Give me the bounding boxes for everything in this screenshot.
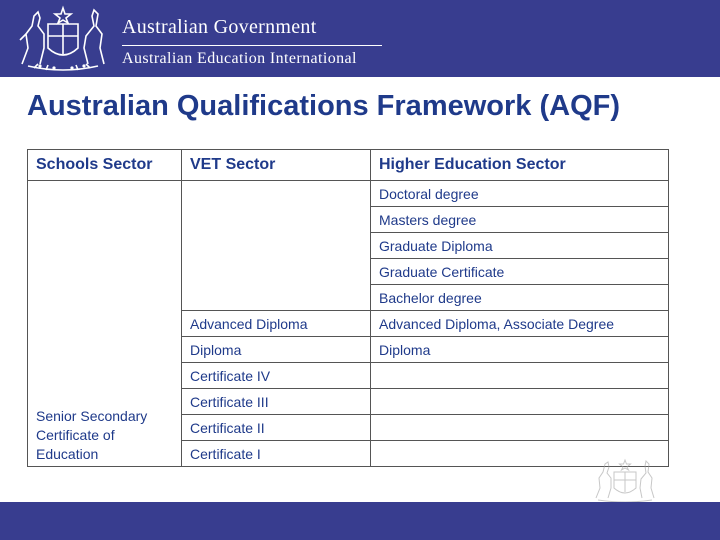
he-cell: [371, 389, 669, 415]
vet-cell: Certificate IV: [182, 363, 371, 389]
table-row: [28, 181, 669, 207]
he-cell: Doctoral degree: [371, 181, 669, 207]
government-title: Australian Government: [122, 16, 317, 38]
header-higher-education-sector: Higher Education Sector: [371, 150, 669, 181]
he-cell: [371, 363, 669, 389]
header-vet-sector: VET Sector: [182, 150, 371, 181]
vet-cell: Advanced Diploma: [182, 311, 371, 337]
coat-of-arms-icon: [14, 4, 112, 72]
footer-bar: [0, 502, 720, 540]
vet-empty-cell: [182, 181, 371, 311]
he-cell: Graduate Certificate: [371, 259, 669, 285]
he-cell: Advanced Diploma, Associate Degree: [371, 311, 669, 337]
vet-cell: Certificate II: [182, 415, 371, 441]
he-cell: Masters degree: [371, 207, 669, 233]
vet-cell: Certificate III: [182, 389, 371, 415]
he-cell: [371, 415, 669, 441]
table-header-row: [28, 150, 669, 181]
coat-of-arms-watermark-icon: [590, 458, 660, 502]
vet-cell: Certificate I: [182, 441, 371, 467]
header-banner: [0, 0, 720, 77]
he-cell: Diploma: [371, 337, 669, 363]
vet-cell: Diploma: [182, 337, 371, 363]
schools-sector-cell: Senior Secondary Certificate of Education: [28, 181, 182, 467]
he-cell: Bachelor degree: [371, 285, 669, 311]
header-schools-sector: Schools Sector: [28, 150, 182, 181]
aqf-table: [27, 149, 669, 467]
slide-title: Australian Qualifications Framework (AQF): [27, 90, 620, 122]
header-divider: [122, 45, 382, 46]
he-cell: Graduate Diploma: [371, 233, 669, 259]
agency-title: Australian Education International: [122, 50, 357, 67]
